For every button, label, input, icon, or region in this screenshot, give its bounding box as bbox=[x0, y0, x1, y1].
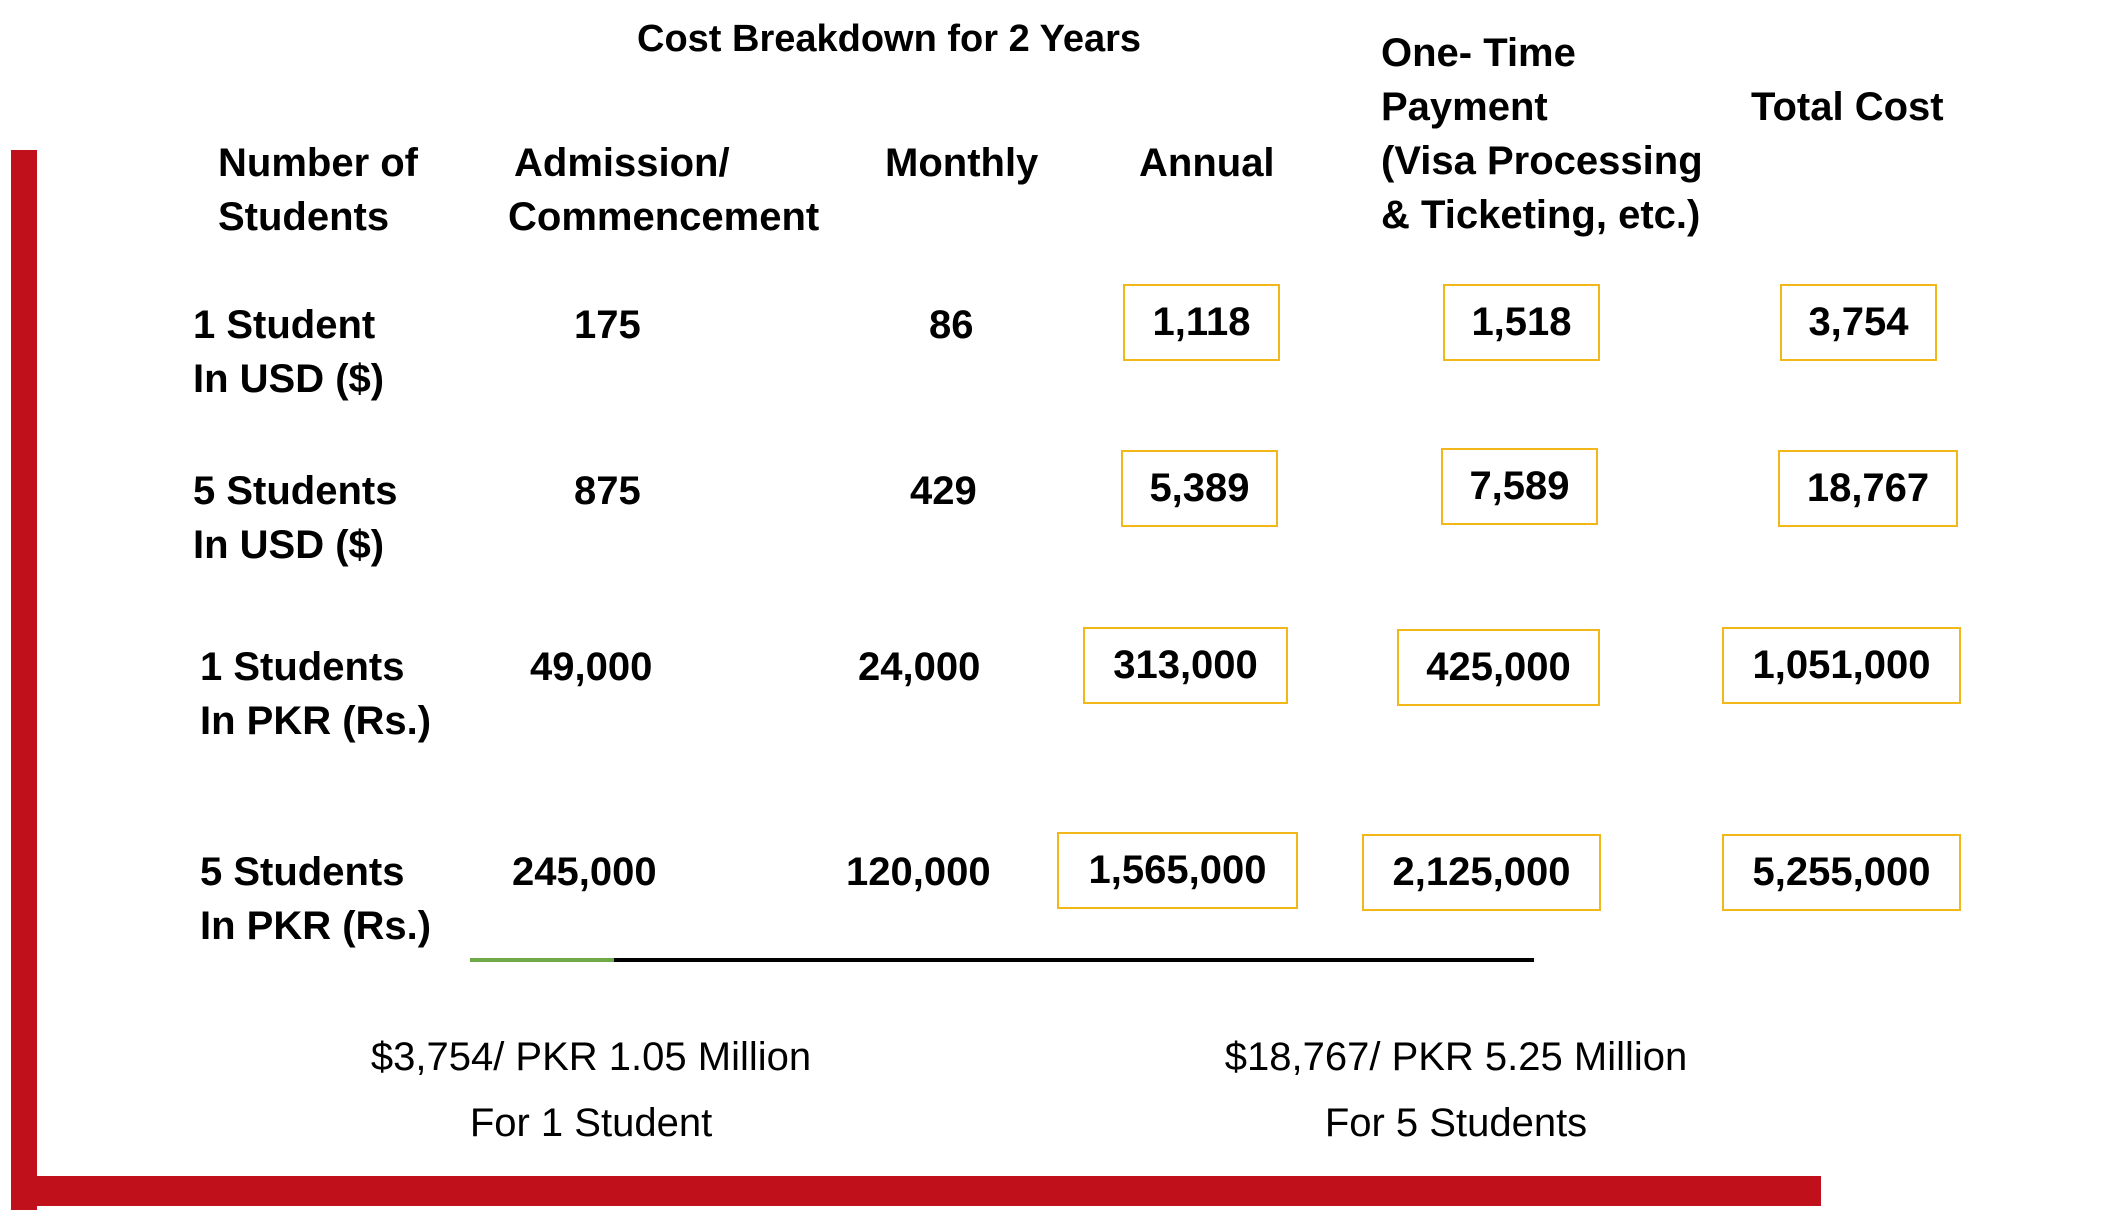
header-monthly: Monthly bbox=[885, 141, 1039, 185]
row-label: 1 Students In PKR (Rs.) bbox=[200, 645, 432, 743]
cell-total: 18,767 bbox=[1778, 450, 1958, 527]
separator-line bbox=[614, 958, 1534, 962]
separator-accent bbox=[470, 958, 614, 962]
header-admission: Admission/ Commencement bbox=[508, 141, 820, 239]
cell-onetime: 2,125,000 bbox=[1362, 834, 1601, 911]
red-bracket-vertical bbox=[11, 150, 37, 1210]
row-label: 5 Students In PKR (Rs.) bbox=[200, 850, 432, 948]
cell-admission: 175 bbox=[574, 303, 641, 347]
cell-onetime: 7,589 bbox=[1441, 448, 1598, 525]
cell-total: 3,754 bbox=[1780, 284, 1937, 361]
cell-admission: 875 bbox=[574, 469, 641, 513]
header-one-time-payment: One- Time Payment (Visa Processing & Ticketing, etc.) bbox=[1381, 31, 1703, 237]
row-label: 5 Students In USD ($) bbox=[193, 469, 398, 567]
cell-monthly: 86 bbox=[929, 303, 974, 347]
cell-onetime: 425,000 bbox=[1397, 629, 1600, 706]
summary-1-student: $3,754/ PKR 1.05 Million For 1 Student bbox=[370, 1035, 812, 1145]
cell-admission: 49,000 bbox=[530, 645, 653, 689]
cell-total: 5,255,000 bbox=[1722, 834, 1961, 911]
header-annual: Annual bbox=[1139, 141, 1275, 185]
header-number-of-students: Number of Students bbox=[218, 141, 418, 239]
cell-total: 1,051,000 bbox=[1722, 627, 1961, 704]
cell-monthly: 120,000 bbox=[846, 850, 991, 894]
cell-monthly: 429 bbox=[910, 469, 977, 513]
row-label: 1 Student In USD ($) bbox=[193, 303, 385, 401]
cell-annual: 1,118 bbox=[1123, 284, 1280, 361]
cell-admission: 245,000 bbox=[512, 850, 657, 894]
cell-annual: 1,565,000 bbox=[1057, 832, 1298, 909]
header-total-cost: Total Cost bbox=[1751, 85, 1944, 129]
page-title: Cost Breakdown for 2 Years bbox=[637, 18, 1142, 60]
cell-annual: 5,389 bbox=[1121, 450, 1278, 527]
cell-monthly: 24,000 bbox=[858, 645, 981, 689]
summary-5-students: $18,767/ PKR 5.25 Million For 5 Students bbox=[1224, 1035, 1688, 1145]
cell-annual: 313,000 bbox=[1083, 627, 1288, 704]
cell-onetime: 1,518 bbox=[1443, 284, 1600, 361]
red-bracket-horizontal bbox=[11, 1176, 1821, 1206]
